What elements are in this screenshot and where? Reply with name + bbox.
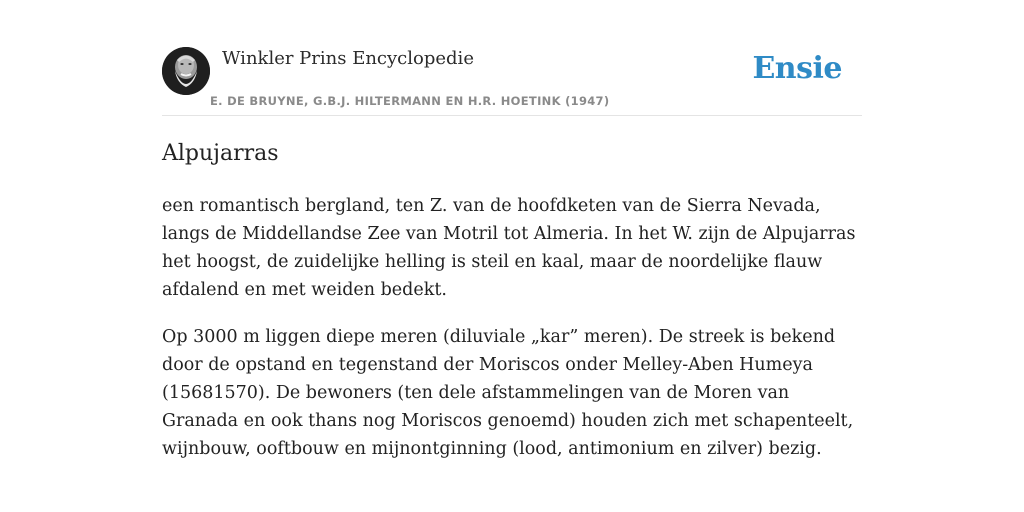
publication-title[interactable]: Winkler Prins Encyclopedie bbox=[222, 48, 474, 69]
entry-body bbox=[162, 192, 862, 482]
entry-title: Alpujarras bbox=[162, 141, 279, 166]
publication-authors: E. DE BRUYNE, G.B.J. HILTERMANN EN H.R. HOETINK (1947) bbox=[210, 94, 610, 108]
bearded-man-portrait-icon bbox=[162, 47, 210, 95]
site-header bbox=[162, 40, 862, 116]
author-avatar[interactable] bbox=[162, 47, 210, 95]
entry-paragraph: Op 3000 m liggen diepe meren (diluviale „kar” meren). De streek is bekend door de opstand en tegenstand der Moriscos onder Melley-Aben Humeya (15681570). De bewoners (ten dele afstammelingen van de Moren van Granada en ook thans nog Moriscos genoemd) houden zich met schapenteelt, wijnbouw, ooftbouw en mijnontginning (lood, antimonium en zilver) bezig. bbox=[162, 327, 854, 459]
ensie-logo[interactable]: Ensie bbox=[752, 51, 842, 86]
entry-paragraph: een romantisch bergland, ten Z. van de hoofdketen van de Sierra Nevada, langs de Middellandse Zee van Motril tot Almeria. In het W. zijn de Alpujarras het hoogst, de zuidelijke helling is steil en kaal, maar de noordelijke flauw afdalend en met weiden bedekt. bbox=[162, 196, 856, 300]
